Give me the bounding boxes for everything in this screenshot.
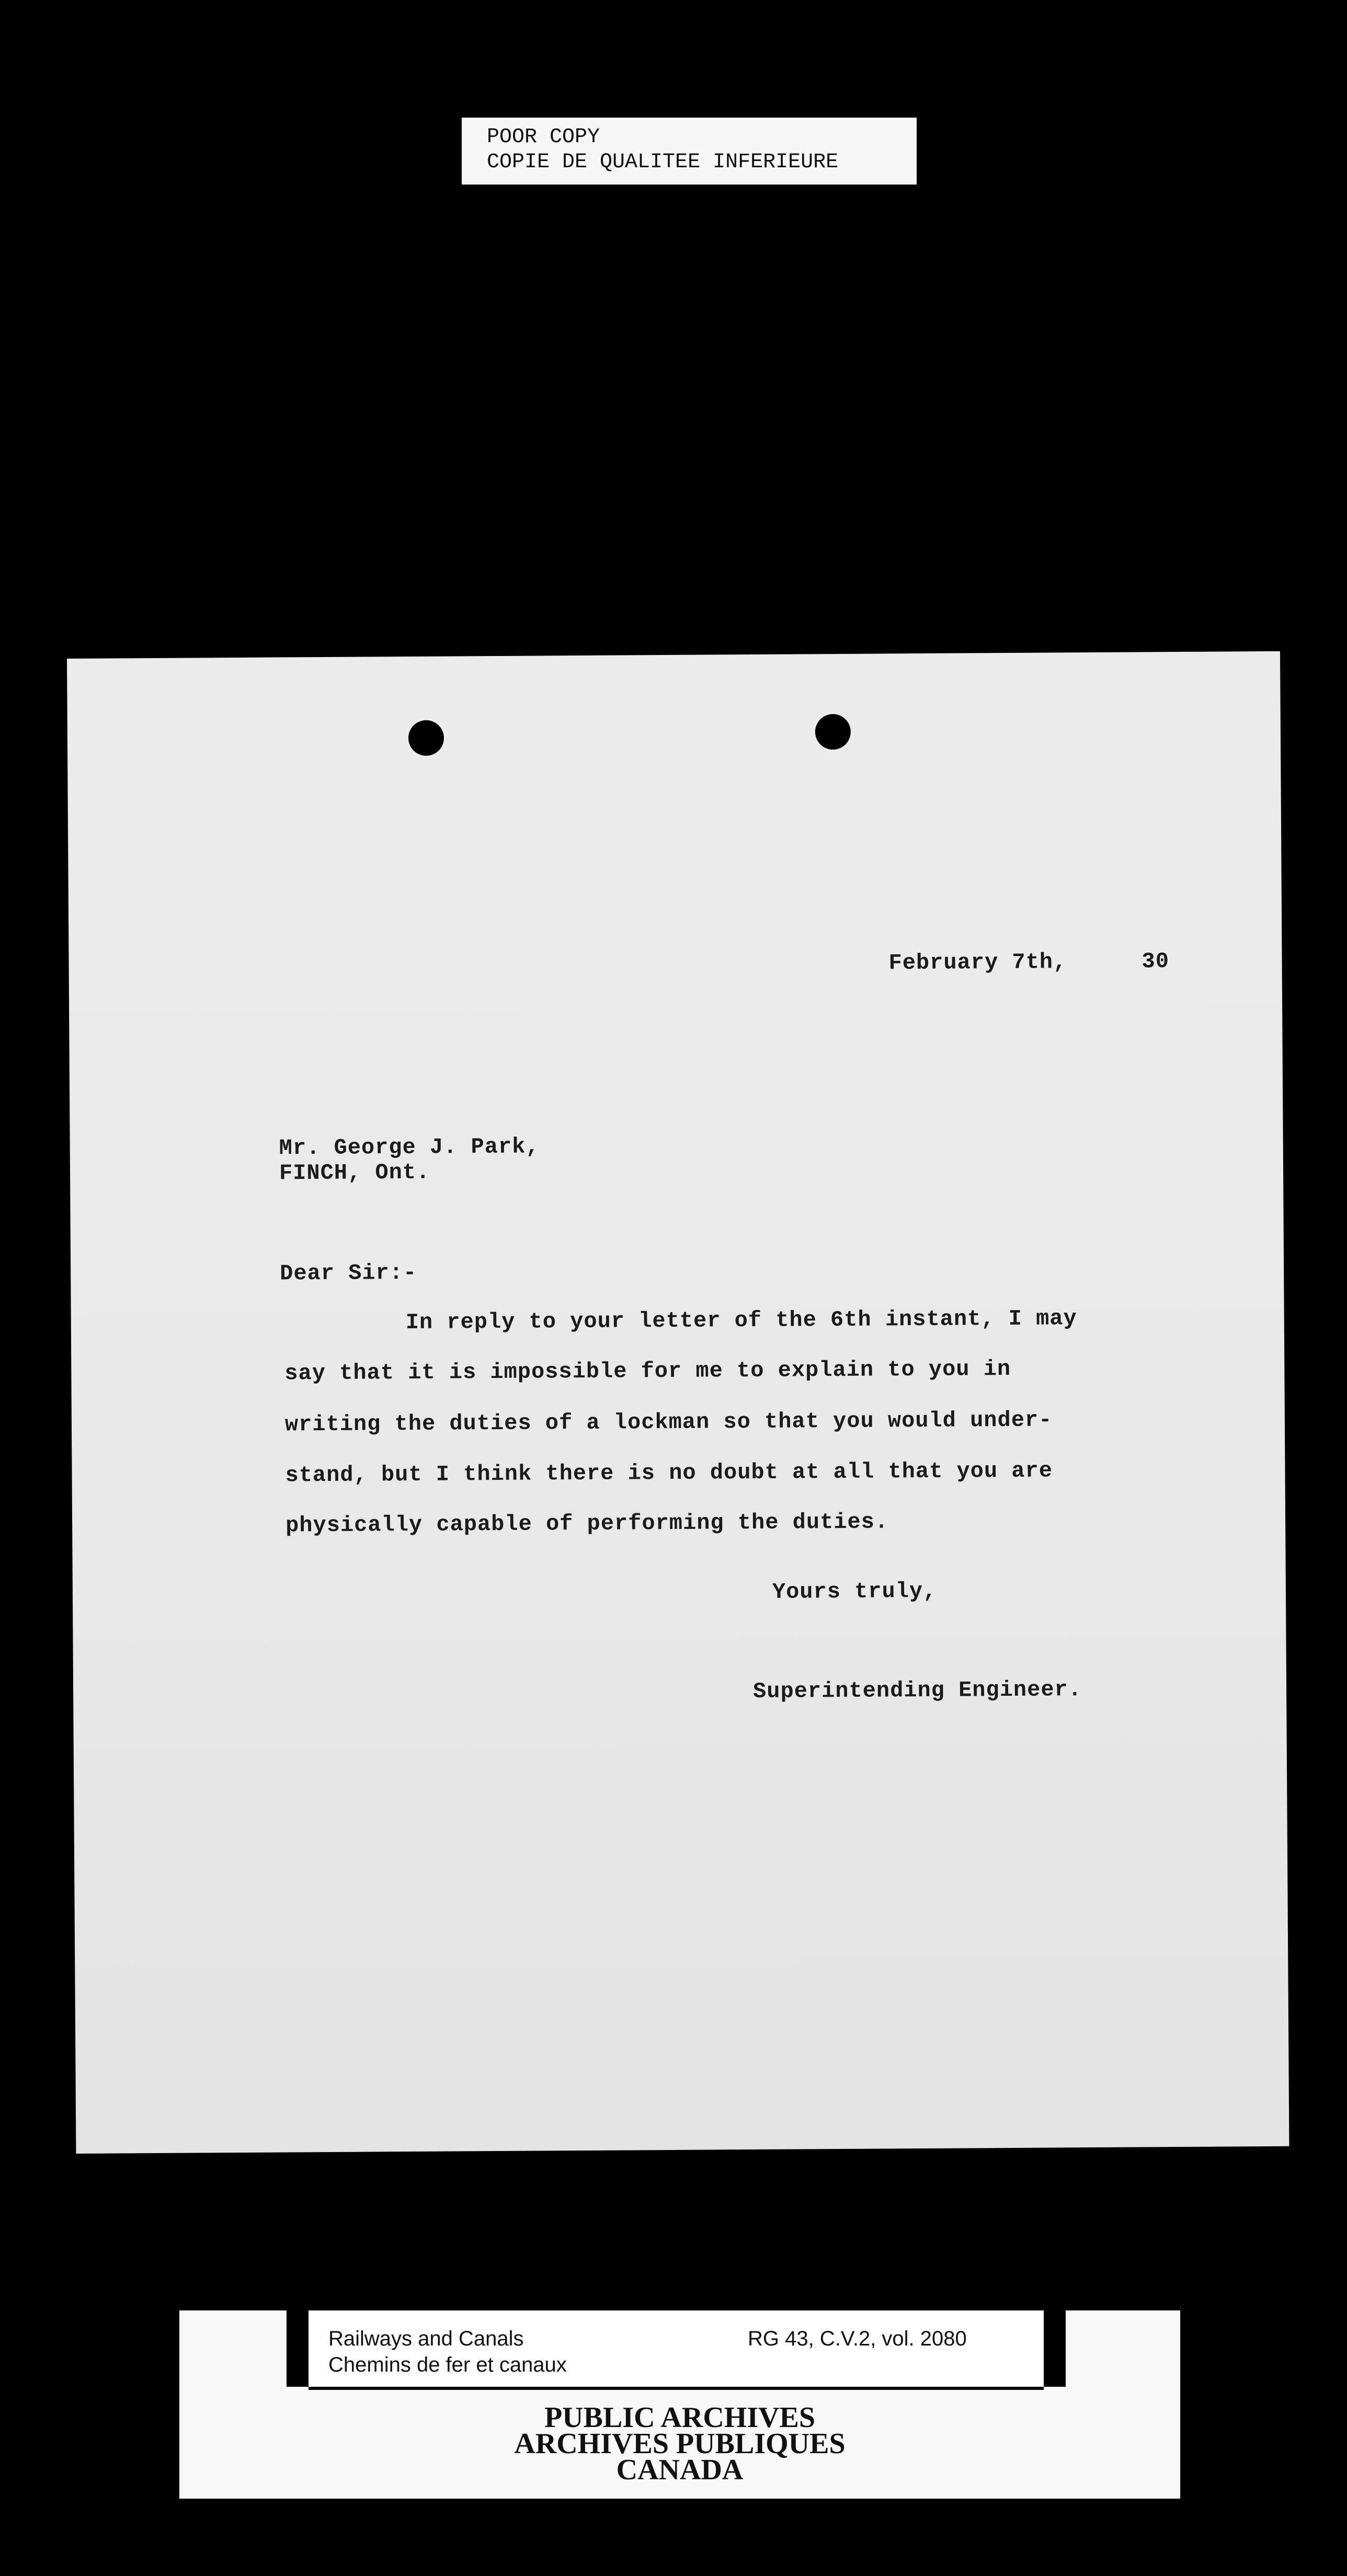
body-line: writing the duties of a lockman so that you would under- bbox=[284, 1407, 1053, 1438]
punch-hole-left bbox=[408, 720, 444, 756]
letter-year: 30 bbox=[1141, 949, 1170, 974]
record-reference: RG 43, C.V.2, vol. 2080 bbox=[748, 2327, 967, 2350]
poor-copy-label-english: POOR COPY bbox=[487, 125, 600, 149]
salutation: Dear Sir:- bbox=[280, 1260, 417, 1286]
poor-copy-label bbox=[462, 118, 917, 185]
archives-title-english: PUBLIC ARCHIVES bbox=[544, 2401, 816, 2434]
footer-reference-box bbox=[309, 2310, 1044, 2390]
body-line: In reply to your letter of the 6th instant, I may bbox=[405, 1306, 1077, 1336]
footer-frame-right bbox=[1044, 2310, 1066, 2387]
department-english: Railways and Canals bbox=[328, 2327, 524, 2350]
department-french: Chemins de fer et canaux bbox=[328, 2353, 567, 2376]
body-line: say that it is impossible for me to explain to you in bbox=[284, 1356, 1011, 1386]
letter-page bbox=[67, 651, 1289, 2154]
archives-title-french: ARCHIVES PUBLIQUES bbox=[514, 2428, 846, 2460]
archives-title-country: CANADA bbox=[616, 2454, 744, 2486]
signature-title: Superintending Engineer. bbox=[752, 1677, 1082, 1705]
letter-date: February 7th, bbox=[888, 949, 1067, 976]
body-line: stand, but I think there is no doubt at all that you are bbox=[285, 1458, 1053, 1488]
closing: Yours truly, bbox=[772, 1578, 937, 1605]
poor-copy-label-french: COPIE DE QUALITEE INFERIEURE bbox=[487, 151, 839, 174]
footer-frame-left bbox=[287, 2310, 309, 2387]
body-line: physically capable of performing the duties. bbox=[285, 1509, 889, 1538]
punch-hole-right bbox=[815, 714, 851, 750]
recipient-name: Mr. George J. Park, bbox=[279, 1134, 540, 1161]
archive-footer-card bbox=[179, 2310, 1180, 2499]
recipient-place: FINCH, Ont. bbox=[279, 1159, 430, 1186]
